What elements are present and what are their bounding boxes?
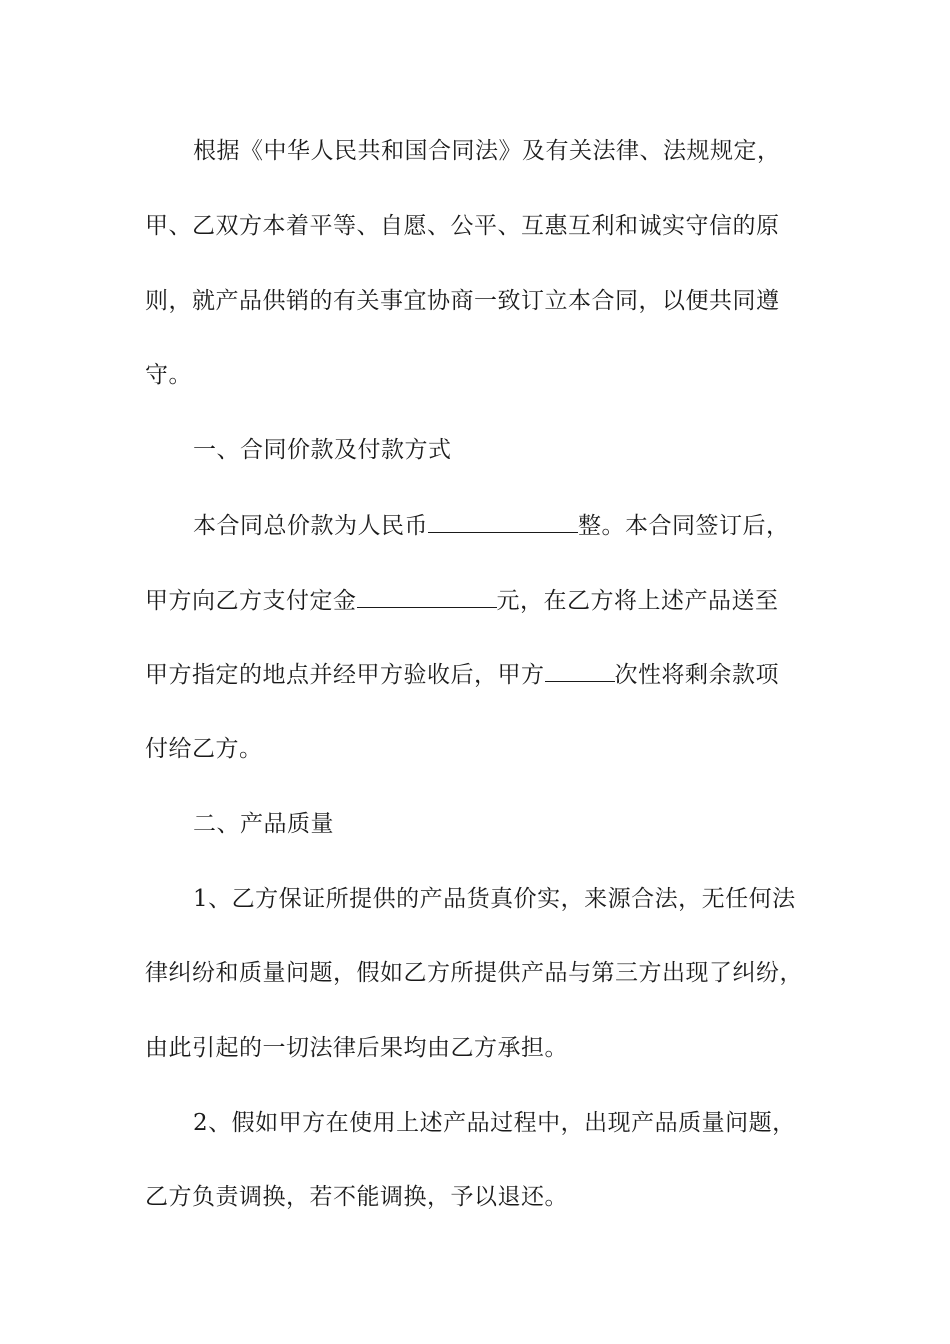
intro-line-1 bbox=[193, 136, 845, 166]
section-text: 2、假如甲方在使用上述产品过程中，出现产品质量问题， bbox=[193, 1110, 796, 1136]
section-text: 乙方负责调换，若不能调换，予以退还。 bbox=[145, 1184, 568, 1210]
section-text: 1、乙方保证所提供的产品货真价实，来源合法，无任何法 bbox=[193, 886, 796, 912]
section-1-heading bbox=[193, 435, 845, 465]
section-text: 付给乙方。 bbox=[145, 736, 263, 762]
section-text: 律纠纷和质量问题，假如乙方所提供产品与第三方出现了纠纷， bbox=[145, 960, 803, 986]
intro-line-2 bbox=[145, 211, 845, 241]
section-1-line-4 bbox=[145, 734, 845, 764]
section-2-item-1-line-3 bbox=[145, 1033, 845, 1063]
section-2-item-1-line-1 bbox=[193, 884, 845, 914]
amount-blank-field bbox=[428, 510, 578, 533]
deposit-blank-field bbox=[357, 585, 497, 608]
section-2-item-2-line-2 bbox=[145, 1182, 845, 1212]
section-1-line-1 bbox=[193, 510, 845, 540]
section-2-heading bbox=[193, 809, 845, 839]
section-text: 由此引起的一切法律后果均由乙方承担。 bbox=[145, 1035, 568, 1061]
intro-text: 甲、乙双方本着平等、自愿、公平、互惠互利和诚实守信的原 bbox=[145, 213, 780, 239]
payment-blank-field bbox=[545, 659, 615, 682]
section-1-line-2 bbox=[145, 585, 845, 615]
section-text: 本合同总价款为人民币 bbox=[193, 513, 428, 539]
section-1-line-3 bbox=[145, 659, 845, 689]
intro-text: 则，就产品供销的有关事宜协商一致订立本合同，以便共同遵 bbox=[145, 288, 780, 314]
section-text: 甲方指定的地点并经甲方验收后，甲方 bbox=[145, 662, 545, 688]
section-heading-text: 二、产品质量 bbox=[193, 811, 334, 837]
intro-line-4 bbox=[145, 360, 845, 390]
section-text: 次性将剩余款项 bbox=[614, 662, 779, 688]
section-2-item-2-line-1 bbox=[193, 1108, 845, 1138]
section-text: 整。本合同签订后， bbox=[578, 513, 790, 539]
intro-line-3 bbox=[145, 286, 845, 316]
intro-text: 根据《中华人民共和国合同法》及有关法律、法规规定， bbox=[193, 138, 781, 164]
intro-text: 守。 bbox=[145, 362, 192, 388]
section-text: 元，在乙方将上述产品送至 bbox=[496, 588, 779, 614]
section-text: 甲方向乙方支付定金 bbox=[145, 588, 357, 614]
section-2-item-1-line-2 bbox=[145, 958, 845, 988]
section-heading-text: 一、合同价款及付款方式 bbox=[193, 437, 452, 463]
